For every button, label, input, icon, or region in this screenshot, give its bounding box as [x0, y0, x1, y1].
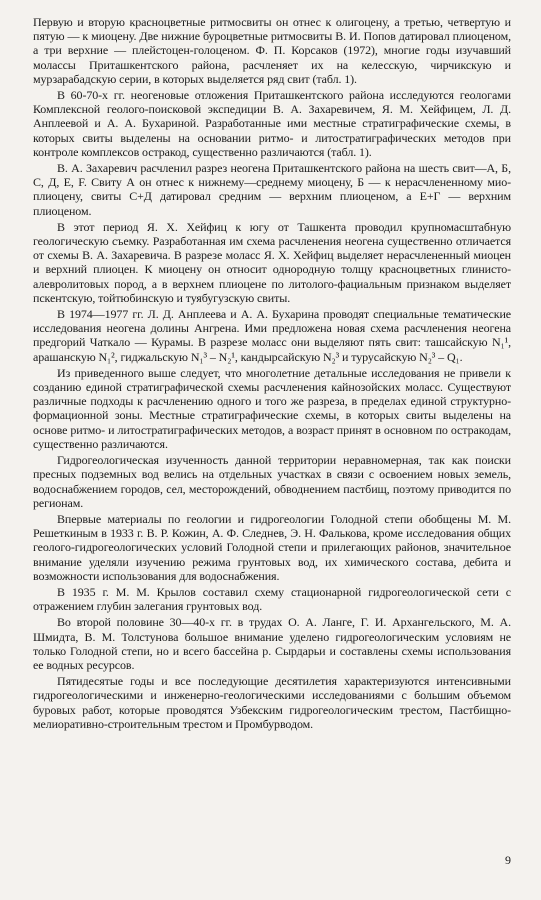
paragraph-4: В этот период Я. Х. Хейфиц к югу от Ташкента проводил крупномасштабную геологическую съемку. Разработанная им схема расчленения неогена существенно отличается от схемы В. А. Захаревича. В разрезе моласс Я. Х. Хейфиц выделяет нерасчлененный миоцен и верхний плиоцен. К миоцену он относит однородную толщу красноцветных глинисто-алевролитовых пород, а в верхнем плиоцене по литолого-фациальным признаком выделяет пскентскую, тойтюбинскую и туябугузскую свиты.: [33, 219, 511, 305]
paragraph-7: Гидрогеологическая изученность данной территории неравномерная, так как поиски пресных подземных вод велись на отдельных участках в связи с освоением новых земель, водоснабжением городов, сел, месторождений, обводнением пастбищ, поэтому приводится по регионам.: [33, 453, 511, 510]
paragraph-1: Первую и вторую красноцветные ритмосвиты он отнес к олигоцену, а третью, четвертую и пятую — к миоцену. Две нижние буроцветные ритмосвиты В. И. Попов датировал плиоценом, а три верхние — плейстоцен-голоценом. Ф. П. Корсаков (1972), многие годы изучавший молассы Приташкентского района, расчленяет их на келесскую, чирчикскую и мурзарабадскую серии, в которых выделяется ряд свит (табл. 1).: [33, 15, 511, 86]
paragraph-3: В. А. Захаревич расчленил разрез неогена Приташкентского района на шесть свит—А, Б, С, Д, Е, F. Свиту А он отнес к нижнему—среднему миоцену, Б — к нерасчлененному мио-плиоцену, свиты С+Д датировал средним — верхним плиоценом, а Е+Г — верхним плиоценом.: [33, 161, 511, 218]
paragraph-9: В 1935 г. М. М. Крылов составил схему стационарной гидрогеологической сети с отражением глубин залегания грунтовых вод.: [33, 584, 511, 614]
paragraph-8: Впервые материалы по геологии и гидрогеологии Голодной степи обобщены М. М. Решеткиным в 1933 г. В. Р. Кожин, А. Ф. Следнев, Э. Н. Фалькова, кроме исследования общих геолого-гидрогеологических условий Голодной степи и прилегающих районов, значительное внимание уделяли изучению режима грунтовых вод, их химического состава, дебита и возможности использования для водоснабжения.: [33, 511, 511, 583]
paragraph-5: В 1974—1977 гг. Л. Д. Анплеева и А. А. Бухарина проводят специальные тематические исследования неогена долины Ангрена. Ими предложена новая схема расчленения неогена предгорий Чаткало — Курамы. В разрезе моласс они выделяют пять свит: ташсайскую N₁¹, арашанскую N₁², гиджальскую N₁³ – N₂¹, кандырсайскую N₂³ и турусайскую N₂³ – Q₁.: [33, 307, 511, 364]
paragraph-11: Пятидесятые годы и все последующие десятилетия характеризуются интенсивными гидрогеологическими и инженерно-геологическими исследованиями с большим объемом буровых работ, которые проводятся Узбекским гидрогеологическим трестом, Пастбищно-мелиоративно-строительным трестом и Промбурводом.: [33, 674, 511, 731]
body-text: [33, 15, 511, 733]
paragraph-6: Из приведенного выше следует, что многолетние детальные исследования не привели к созданию единой стратиграфической схемы расчленения кайнозойских моласс. Существуют различные подходы к расчленению одного и того же разреза, в пределах единой структурно-формационной зоны. Местные стратиграфические схемы, в которых свиты выделены на основе ритмо- и литостратиграфических методов, а возраст принят в основном по остракодам, существенно различаются.: [33, 365, 511, 451]
page-number: 9: [505, 853, 511, 867]
paragraph-2: В 60-70-х гг. неогеновые отложения Приташкентского района исследуются геологами Комплексной геолого-поисковой экспедиции В. А. Захаревичем, Я. М. Хейфицем, Л. Д. Анплеевой и А. А. Бухариной. Разработанные ими местные стратиграфические схемы, в которых свиты выделены на основании ритмо- и литостратиграфических методов при контроле комплексов остракод, существенно различаются (табл. 1).: [33, 88, 511, 159]
paragraph-10: Во второй половине 30—40-х гг. в трудах О. А. Ланге, Г. И. Архангельского, М. А. Шмидта, В. М. Толстунова большое внимание уделено гидрогеологическим условиям не только Голодной степи, но и всего бассейна р. Сырдарьи и составлены схемы использования ее водных ресурсов.: [33, 615, 511, 672]
